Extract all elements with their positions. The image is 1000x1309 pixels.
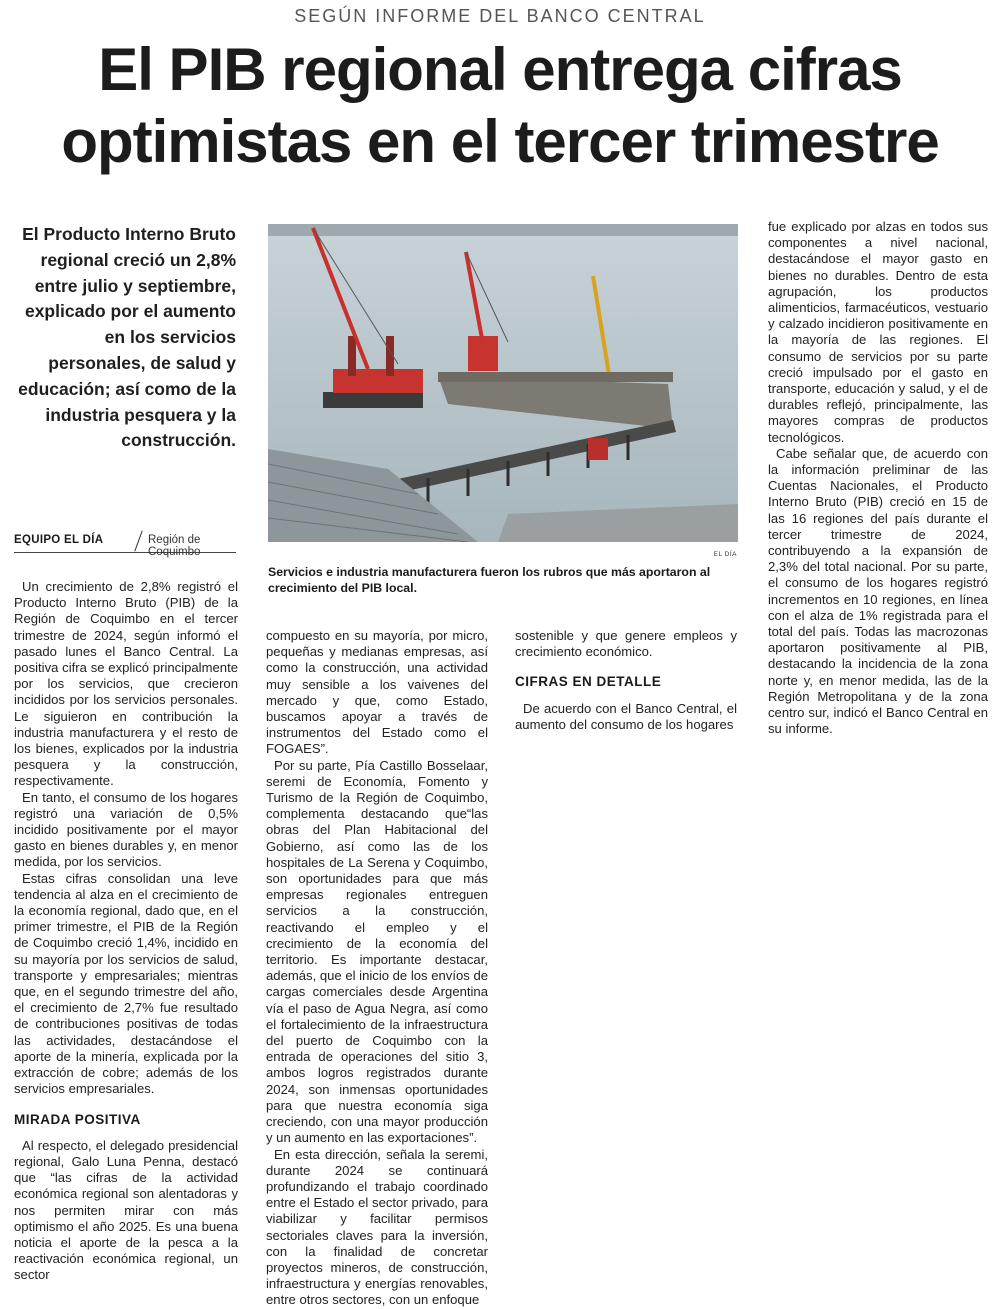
byline-divider xyxy=(134,530,142,551)
paragraph: fue explicado por alzas en todos sus componentes a nivel nacional, destacándose el mayor gasto en bienes no durables. Dentro de esta agrupación, los productos alimenticios, farmacéuticos, vestuario y calzado incidieron positivamente en la mayoría de las regiones. El consumo de servicios por su parte creció impulsado por el gasto en transporte, educación y salud, y el de durables reflejó, principalmente, las mayores compras de productos tecnológicos. xyxy=(768,219,988,445)
news-photo xyxy=(268,224,738,542)
pier-construction-photo xyxy=(268,224,738,542)
section-heading-cifras-en-detalle: CIFRAS EN DETALLE xyxy=(515,674,662,690)
section-heading-mirada-positiva: MIRADA POSITIVA xyxy=(14,1111,141,1127)
paragraph: Estas cifras consolidan una leve tendencia al alza en el crecimiento de la economía regional, dado que, en el primer trimestre, el PIB de la Región de Coquimbo creció 1,4%, incidido en su mayoría por los servicios de salud, transporte y empresariales; mientras que, en el segundo trimestre del año, el crecimiento de 2,7% fue resultado de contribuciones positivas de todas las actividades, destacándose el aporte de la minería, explicada por la extracción de cobre; además de los servicios empresariales. xyxy=(14,870,238,1097)
byline xyxy=(14,532,236,558)
article-column-4 xyxy=(768,219,988,738)
paragraph: En esta dirección, señala la seremi, durante 2024 se continuará profundizando el trabajo coordinado entre el Estado el sector privado, para viabilizar y facilitar permisos sectoriales claves para la inversión, con la finalidad de concretar proyectos mineros, de construcción, infraestructura y energías renovables, entre otros sectores, con un enfoque xyxy=(266,1146,488,1308)
paragraph: De acuerdo con el Banco Central, el aumento del consumo de los hogares xyxy=(515,700,737,732)
article-column-2 xyxy=(266,628,488,1309)
paragraph: compuesto en su mayoría, por micro, pequeñas y medianas empresas, así como la construcción, una actividad muy sensible a los vaivenes del mercado y que, como Estado, buscamos apoyar a través de instrumentos del Estado como el FOGAES”. xyxy=(266,628,488,757)
lead-paragraph: El Producto Interno Bruto regional creció un 2,8% entre julio y septiembre, explicado por el aumento en los servicios personales, de salud y educación; así como de la industria pesquera y la construcción. xyxy=(18,224,236,451)
byline-region: Región de Coquimbo xyxy=(148,534,201,558)
paragraph: Cabe señalar que, de acuerdo con la información preliminar de las Cuentas Nacionales, el Producto Interno Bruto (PIB) creció en 15 de las 16 regiones del país durante el tercer trimestre de 2024, contribuyendo a la expansión de 2,3% del total nacional. Por su parte, el consumo de los hogares registró incrementos en 10 regiones, en línea con el alza de 1% registrada para el total del país. Todas las macrozonas aportaron positivamente al PIB, destacando la incidencia de la zona norte y, en menor medida, las de la Región Metropolitana y de la zona centro sur, indicó el Banco Central en su informe. xyxy=(768,445,988,737)
byline-team: EQUIPO EL DÍA xyxy=(14,534,104,546)
paragraph: Por su parte, Pía Castillo Bosselaar, seremi de Economía, Fomento y Turismo de la Región de Coquimbo, complementa destacando que“las obras del Plan Habitacional del Gobierno, así como las de los hospitales de La Serena y Coquimbo, son oportunidades para que más empresas regionales entreguen servicios a la construcción, reactivando el empleo y el crecimiento de la economía del territorio. Es importante destacar, además, que el inicio de los envíos de cargas comerciales desde Argentina vía el paso de Agua Negra, así como el fortalecimiento de la infraestructura del puerto de Coquimbo con la entrada de operaciones del sitio 3, ambos logros registrados durante 2024, son inmensas oportunidades para que nuestra economía siga creciendo, con una mayor producción y un aumento en las exportaciones”. xyxy=(266,757,489,1146)
headline-line-1: El PIB regional entrega cifras xyxy=(98,36,902,103)
photo-credit: EL DÍA xyxy=(713,551,737,558)
headline-line-2: optimistas en el tercer trimestre xyxy=(61,108,939,175)
paragraph: En tanto, el consumo de los hogares registró una variación de 0,5% incidido positivamente por el mayor gasto en bienes durables y, en menor medida, por los servicios. xyxy=(14,789,238,870)
paragraph: sostenible y que genere empleos y crecimiento económico. xyxy=(515,628,737,660)
kicker: SEGÚN INFORME DEL BANCO CENTRAL xyxy=(294,6,706,26)
paragraph: Un crecimiento de 2,8% registró el Producto Interno Bruto (PIB) de la Región de Coquimbo en el tercer trimestre de 2024, según informó el pasado lunes el Banco Central. La positiva cifra se explicó principalmente por los servicios, que crecieron incididos por los servicios personales. Le siguieron en contribución la industria manufacturera y el resto de los bienes, explicados por la industria pesquera y la construcción, respectivamente. xyxy=(14,579,238,789)
headline xyxy=(20,34,980,178)
article-column-1 xyxy=(14,579,238,1284)
photo-caption: Servicios e industria manufacturera fueron los rubros que más aportaron al crecimiento del PIB local. xyxy=(268,565,711,595)
article-column-3 xyxy=(515,628,737,733)
paragraph: Al respecto, el delegado presidencial regional, Galo Luna Penna, destacó que “las cifras de la actividad económica regional son alentadoras y nos permiten mirar con más optimismo el año 2025. Es una buena noticia el aporte de la pesca a la reactivación económica regional, un sector xyxy=(14,1137,238,1283)
